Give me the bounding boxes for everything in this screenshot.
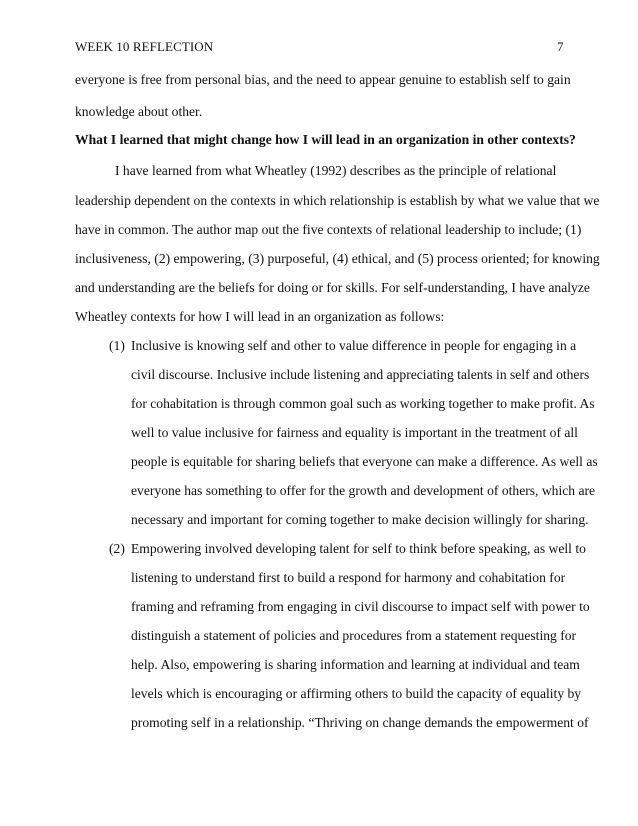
list-item-line: necessary and important for coming together to make decision willingly for sharing. xyxy=(131,512,589,527)
paragraph-line: leadership dependent on the contexts in which relationship is establish by what we value that we xyxy=(75,193,600,208)
paragraph-line: I have learned from what Wheatley (1992) describes as the principle of relational xyxy=(115,163,557,178)
list-item-line: promoting self in a relationship. “Thriving on change demands the empowerment of xyxy=(131,715,589,730)
list-item-line: framing and reframing from engaging in civil discourse to impact self with power to xyxy=(131,599,590,614)
list-number: (1) xyxy=(109,338,125,353)
running-head: WEEK 10 REFLECTION xyxy=(75,39,214,54)
paragraph-line: and understanding are the beliefs for doing or for skills. For self-understanding, I have analyze xyxy=(75,280,590,295)
list-item-line: people is equitable for sharing beliefs that everyone can make a difference. As well as xyxy=(131,454,598,469)
list-item-line: levels which is encouraging or affirming others to build the capacity of equality by xyxy=(131,686,582,701)
section-heading: What I learned that might change how I will lead in an organization in other contexts? xyxy=(75,132,576,147)
list-number: (2) xyxy=(109,541,125,556)
page-number: 7 xyxy=(557,39,564,54)
paragraph-line: Wheatley contexts for how I will lead in an organization as follows: xyxy=(75,309,445,324)
list-item-line: for cohabitation is through common goal such as working together to make profit. As xyxy=(131,396,595,411)
list-item-line: everyone has something to offer for the growth and development of others, which are xyxy=(131,483,596,498)
list-item-line: distinguish a statement of policies and procedures from a statement requesting for xyxy=(131,628,577,643)
list-item-line: civil discourse. Inclusive include listening and appreciating talents in self and others xyxy=(131,367,590,382)
body-line: knowledge about other. xyxy=(75,104,203,119)
paragraph-line: inclusiveness, (2) empowering, (3) purposeful, (4) ethical, and (5) process oriented; for knowing xyxy=(75,251,600,266)
list-item-line: help. Also, empowering is sharing information and learning at individual and team xyxy=(131,657,580,672)
body-line: everyone is free from personal bias, and the need to appear genuine to establish self to gain xyxy=(75,72,571,87)
list-item-line: listening to understand first to build a respond for harmony and cohabitation for xyxy=(131,570,566,585)
paragraph-line: have in common. The author map out the five contexts of relational leadership to include; (1) xyxy=(75,222,582,237)
list-item-line: Empowering involved developing talent for self to think before speaking, as well to xyxy=(131,541,586,556)
list-item-line: Inclusive is knowing self and other to value difference in people for engaging in a xyxy=(131,338,577,353)
list-item-line: well to value inclusive for fairness and equality is important in the treatment of all xyxy=(131,425,578,440)
